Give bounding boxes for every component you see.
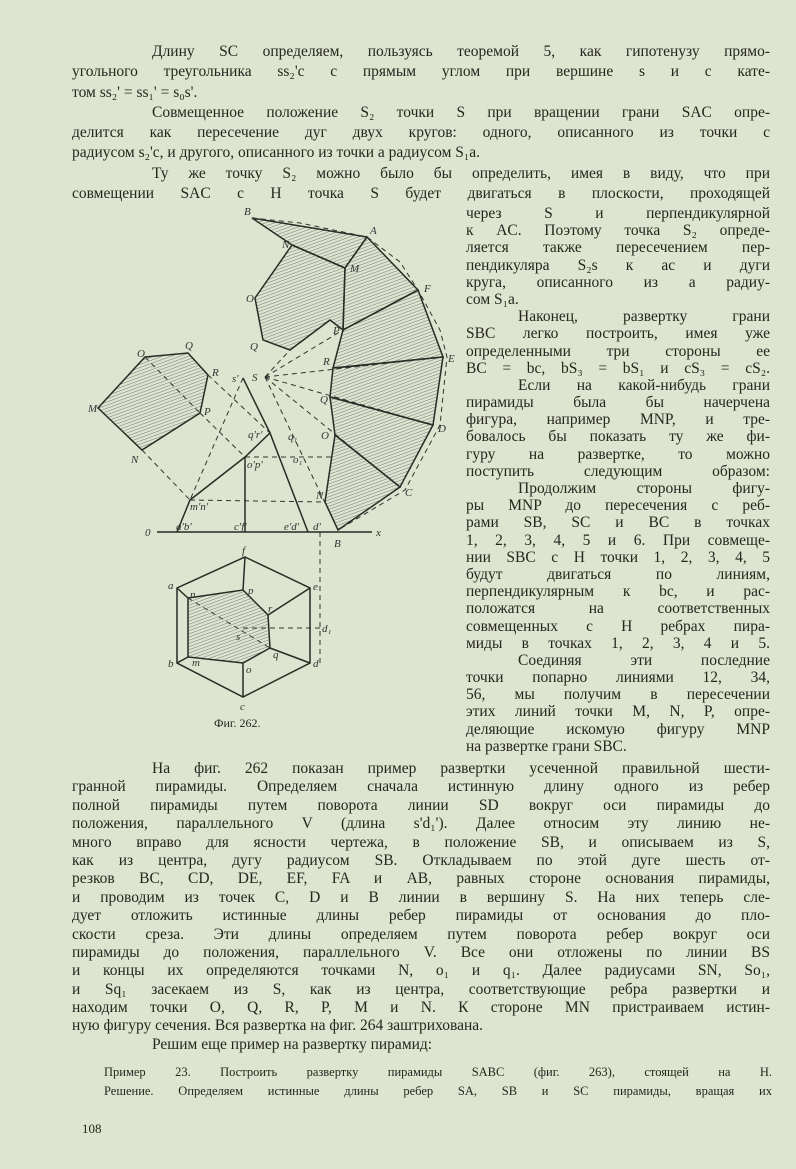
text-line: и проводим из точек C, D и B линии в вершину S. На них теперь сле- <box>72 888 770 906</box>
text-line: миды в точках 1, 2, 3, 4 и 5. <box>466 634 770 652</box>
label: x <box>376 527 381 539</box>
text-line: На фиг. 262 показан пример развертки усеченной правильной шести- <box>152 760 770 777</box>
label: 0 <box>145 527 151 539</box>
plan-hexagon <box>177 557 310 697</box>
text-line: резков BC, CD, DE, EF, FA и AB, равных стороне основания пирамиды, <box>72 870 770 888</box>
label: B <box>334 538 341 550</box>
label: Q <box>250 341 258 353</box>
label: d' <box>313 521 321 533</box>
label: c <box>240 701 245 713</box>
text-line: SBC легко построить, имея уже <box>466 325 770 343</box>
text-line: Совмещенное положение S₂ точки S при вращении грани SAC опре- <box>152 103 770 121</box>
label: P <box>333 325 340 337</box>
text-line: ры MNP до пересечения с реб- <box>466 497 770 515</box>
label: o <box>246 664 252 676</box>
label: P <box>204 406 211 418</box>
label: p <box>248 585 254 597</box>
text-line: совмещении SAC с H точка S будет двигаться в плоскости, проходящей <box>72 185 770 203</box>
text-line: много вправо для ясности чертежа, в положение SB, и описываем из S, <box>72 833 770 851</box>
label: f <box>242 545 246 557</box>
text-line: на развертке грани SBC. <box>466 737 627 755</box>
text-line: пирамиды была бы начерчена <box>466 394 770 412</box>
text-line: и концы их определяются точками N, o₁ и q₁. Далее радиусами SN, So₁, <box>72 962 770 980</box>
text-line: полной пирамиды путем поворота линии SD вокруг оси пирамиды до <box>72 796 770 814</box>
label: o₁ <box>293 454 303 466</box>
label: Q <box>185 340 193 352</box>
label: c'f' <box>234 521 247 533</box>
label: d₁ <box>322 623 332 635</box>
label: N <box>131 454 139 466</box>
text-line: находим точки O, Q, R, P, M и N. К стороне MN пристраиваем истин- <box>72 999 770 1017</box>
text-line: Наконец, развертку грани <box>518 308 770 326</box>
text-line: радиусом s₂'c, и другого, описанного из точки a радиусом S₁a. <box>72 144 481 162</box>
text-line: рами SB, SC и BC в точках <box>466 514 770 532</box>
text-line: 56, мы получим в пересечении <box>466 686 770 704</box>
text-line: делится как пересечение дуг двух кругов: одного, описанного из точки c <box>72 124 770 142</box>
text-line: перпендикулярным к bc, и рас- <box>466 583 770 601</box>
label: r <box>268 603 273 615</box>
text-line: и Sq₁ засекаем из S, как из центра, соответствующие ребра развертки и <box>72 980 770 998</box>
label: e'd' <box>284 521 300 533</box>
label: E <box>448 353 455 365</box>
label: s' <box>232 373 239 385</box>
text-line: деляющие искомую фигуру MNP <box>466 720 770 738</box>
label: N <box>316 490 324 502</box>
text-line: через S и перпендикулярной <box>466 205 770 222</box>
label: q'r' <box>248 429 263 441</box>
text-line: ную фигуру сечения. Вся развертка на фиг. 264 заштрихована. <box>72 1017 484 1035</box>
text-line: BC = bc, bS₃ = bS₁ и cS₃ = cS₂. <box>466 359 770 377</box>
text-line: ляется также пересечением пер- <box>466 239 770 257</box>
text-line: нии SBC с H точки 1, 2, 3, 4, 5 <box>466 548 770 566</box>
text-line: том ss₂' = ss₁' = s₀s'. <box>72 83 198 101</box>
text-line: сом S₁a. <box>466 290 519 308</box>
label: O <box>246 293 254 305</box>
figure-caption: Фиг. 262. <box>214 716 261 730</box>
text-line: совмещенных с H ребрах пира- <box>466 617 770 635</box>
text-line: Решим еще пример на развертку пирамид: <box>152 1035 433 1053</box>
label: F <box>424 283 431 295</box>
text-line: Пример 23. Построить развертку пирамиды SABC (фиг. 263), стоящей на H. <box>104 1065 772 1079</box>
label: Q <box>320 394 328 406</box>
text-line: 1, 2, 3, 4, 5 и 6. При совмеще- <box>466 531 770 549</box>
label: q₁ <box>288 431 298 443</box>
text-line: будут двигаться по линиям, <box>466 565 770 583</box>
label: S <box>252 372 258 384</box>
label: M <box>88 403 98 415</box>
page-number: 108 <box>82 1121 102 1136</box>
text-line: поступить следующим образом: <box>466 462 770 480</box>
text-line: Ту же точку S₂ можно было бы определить, имея в виду, что при <box>152 164 770 182</box>
text-line: дует отложить истинные длины ребер пирамиды от основания до пло- <box>72 907 770 925</box>
label: n <box>190 589 196 601</box>
text-line: этих линий точки M, N, P, опре- <box>466 703 770 721</box>
text-line: положения, параллельного V (длина s'd₁'). Далее относим эту линию не- <box>72 815 770 833</box>
label: e <box>313 581 318 593</box>
label: R <box>212 367 219 379</box>
label: A <box>370 225 377 237</box>
label: O <box>321 430 329 442</box>
label: O <box>137 348 145 360</box>
text-line: круга, описанного из a радиу- <box>466 273 770 291</box>
label: a'b' <box>176 521 192 533</box>
text-line: Решение. Определяем истинные длины ребер SA, SB и SC пирамиды, вращая их <box>104 1084 772 1098</box>
text-line: гуру на развертке, то можно <box>466 445 770 463</box>
label: s <box>236 631 241 643</box>
label: m'n' <box>190 501 209 513</box>
text-line: точки попарно линиями 12, 34, <box>466 669 770 687</box>
label: N <box>282 239 290 251</box>
text-line: определенными три стороны ее <box>466 342 770 360</box>
label: o'p' <box>247 459 263 471</box>
label: m <box>192 657 200 669</box>
label: B <box>244 206 251 218</box>
text-line: гранной пирамиды. Определяем сначала истинную длину одного из ребер <box>72 778 770 796</box>
text-line: бовалось бы показать ту же фи- <box>466 428 770 446</box>
text-line: угольного треугольника ss₂'c с прямым углом при вершине s и с кате- <box>72 63 770 81</box>
text-line: как из центра, дугу радиусом SB. Откладываем по этой дуге шесть от- <box>72 851 770 869</box>
label: R <box>323 356 330 368</box>
text-line: пендикуляра S₂s к ac и дуги <box>466 256 770 274</box>
label: M <box>350 263 360 275</box>
label: d <box>313 658 319 670</box>
text-line: скости среза. Эти длины определяем путем поворота ребер вокруг оси <box>72 925 770 943</box>
text-line: пирамиды до положения, параллельного V. Все они отложены по линии BS <box>72 943 770 961</box>
text-line: Соединяя эти последние <box>518 651 770 669</box>
text-line: Продолжим стороны фигу- <box>518 480 770 497</box>
label: a <box>168 580 174 592</box>
label: C <box>405 487 413 499</box>
text-line: положатся на соответственных <box>466 600 770 618</box>
text-line: к AC. Поэтому точка S₂ опреде- <box>466 222 770 240</box>
label: b <box>168 658 174 670</box>
development-fan <box>98 218 443 530</box>
text-line: Длину SC определяем, пользуясь теоремой 5, как гипотенузу прямо- <box>152 43 770 60</box>
label: q <box>273 649 279 661</box>
label: D <box>438 423 446 435</box>
text-line: Если на какой-нибудь грани <box>518 376 770 394</box>
text-line: фигура, например MNP, и тре- <box>466 411 770 429</box>
section-left <box>98 353 208 450</box>
